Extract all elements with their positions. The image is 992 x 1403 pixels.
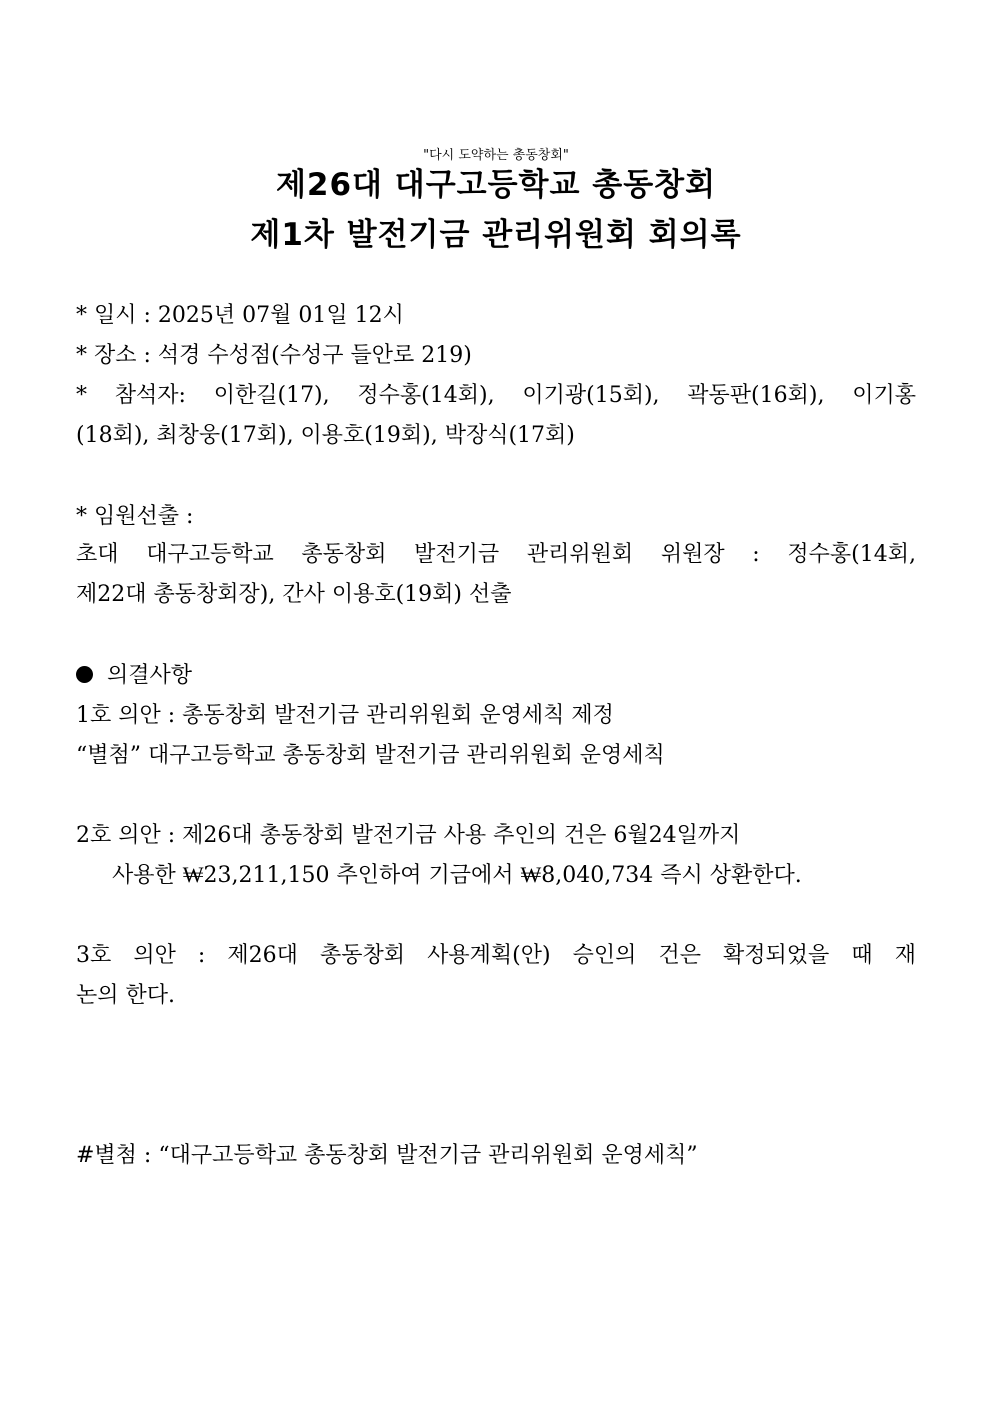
meeting-attendees-line2: (18회), 최창웅(17회), 이용호(19회), 박장식(17회) (76, 423, 575, 448)
election-heading: * 임원선출 : (76, 504, 194, 529)
election-line2: 제22대 총동창회장), 간사 이용호(19회) 선출 (76, 582, 512, 607)
attachment-note: #별첨 : “대구고등학교 총동창회 발전기금 관리위원회 운영세칙” (76, 1143, 698, 1168)
resolutions-heading: 의결사항 (107, 663, 193, 688)
bullet-icon (76, 666, 93, 683)
resolutions-heading-row (76, 661, 916, 691)
motto: "다시 도약하는 총동창회" (423, 148, 569, 163)
document-title: 제26대 대구고등학교 총동창회 (275, 167, 717, 203)
meeting-attendees-line1: * 참석자: 이한길(17), 정수홍(14회), 이기광(15회), 곽동판(16회), 이기홍 (76, 383, 916, 408)
resolution-2-line2: 사용한 ₩23,211,150 추인하여 기금에서 ₩8,040,734 즉시 상환한다. (112, 863, 802, 888)
resolution-1-line2: “별첨” 대구고등학교 총동창회 발전기금 관리위원회 운영세칙 (76, 743, 665, 768)
document-subtitle: 제1차 발전기금 관리위원회 회의록 (250, 217, 742, 253)
election-line1: 초대 대구고등학교 총동창회 발전기금 관리위원회 위원장 : 정수홍(14회, (76, 542, 916, 567)
resolution-3-line2: 논의 한다. (76, 983, 175, 1008)
resolution-3-line1: 3호 의안 : 제26대 총동창회 사용계획(안) 승인의 건은 확정되었을 때 재 (76, 943, 916, 968)
meeting-datetime: * 일시 : 2025년 07월 01일 12시 (76, 303, 404, 328)
resolution-2-line1: 2호 의안 : 제26대 총동창회 발전기금 사용 추인의 건은 6월24일까지 (76, 823, 741, 848)
resolution-1-line1: 1호 의안 : 총동창회 발전기금 관리위원회 운영세칙 제정 (76, 703, 614, 728)
meeting-place: * 장소 : 석경 수성점(수성구 들안로 219) (76, 343, 472, 368)
